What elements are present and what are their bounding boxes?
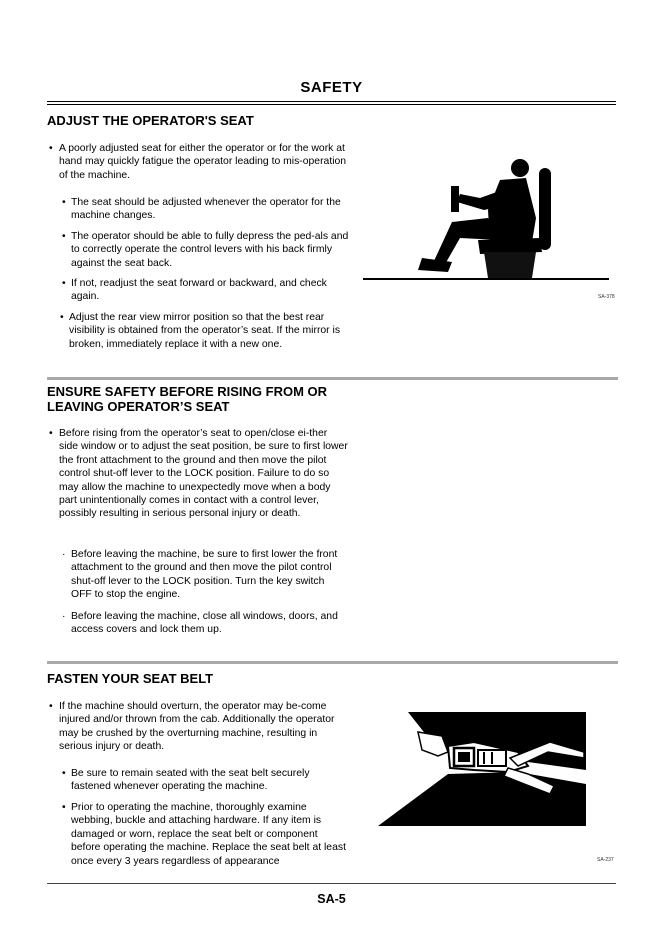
bullet-icon: • [49, 428, 53, 439]
bullet-dot-icon: · [62, 611, 66, 622]
page-header-title: SAFETY [300, 79, 363, 96]
section1-intro: A poorly adjusted seat for either the operator or for the work at hand may quickly fatigue the operator leading to mis-operation of the machine. [59, 143, 347, 181]
section-title-ensure-safety: ENSURE SAFETY BEFORE RISING FROM OR LEAVING OPERATOR’S SEAT [47, 384, 328, 414]
section2-bullet-1: Before leaving the machine, be sure to first lower the front attachment to the ground and then move the pilot control shut-off lever to the LOCK position. Turn the key switch OFF to stop the engine. [71, 549, 338, 601]
bullet-icon: • [62, 278, 66, 289]
page-number: SA-5 [317, 892, 346, 906]
bullet-icon: • [49, 143, 53, 154]
section1-bullet-2: The operator should be able to fully depress the ped-als and to correctly operate the control levers with his back firmly against the seat back. [71, 231, 349, 269]
header-rule [47, 101, 616, 105]
section-divider [47, 661, 618, 664]
section2-bullet-2: Before leaving the machine, close all windows, doors, and access covers and lock them up. [71, 611, 338, 636]
bullet-icon: • [49, 701, 53, 712]
bullet-icon: • [62, 802, 66, 813]
section3-intro: If the machine should overturn, the operator may be-come injured and/or thrown from the cab. Additionally the operator may be crushed by the overturning machine, resulting in serious injury or death. [59, 701, 335, 753]
bullet-icon: • [62, 768, 66, 779]
section3-bullet-1: Be sure to remain seated with the seat belt securely fastened whenever operating the machine. [71, 768, 310, 793]
bullet-icon: • [60, 312, 64, 323]
figure-code-sa237: SA-237 [597, 857, 614, 863]
seat-belt-buckle-illustration [378, 712, 586, 826]
seated-operator-illustration [360, 158, 612, 282]
footer-rule [47, 883, 616, 884]
section3-bullet-2: Prior to operating the machine, thoroughly examine webbing, buckle and attaching hardware. If any item is damaged or worn, replace the seat belt or component before operating the machine. Replace the seat belt at least once every 3 years regardless of appearance [71, 802, 346, 867]
bullet-dot-icon: · [62, 549, 66, 560]
section-divider [47, 377, 618, 380]
bullet-icon: • [62, 197, 66, 208]
section2-intro: Before rising from the operator’s seat to open/close ei-ther side window or to adjust the seat position, be sure to first lower the front attachment to the ground and then move the pilot control shut-off lever to the LOCK position. Failure to do so may allow the machine to unexpectedly move when a body part unintentionally comes in contact with a control lever, possibly resulting in serious personal injury or death. [59, 428, 348, 520]
section1-bullet-3: If not, readjust the seat forward or backward, and check again. [71, 278, 327, 303]
section-title-fasten-belt: FASTEN YOUR SEAT BELT [47, 671, 214, 686]
section1-bullet-4: Adjust the rear view mirror position so that the best rear visibility is obtained from the operator’s seat. If the mirror is broken, immediately replace it with a new one. [69, 312, 341, 350]
section-title-adjust-seat: ADJUST THE OPERATOR'S SEAT [47, 113, 254, 128]
bullet-icon: • [62, 231, 66, 242]
section1-bullet-1: The seat should be adjusted whenever the operator for the machine changes. [71, 197, 341, 222]
figure-code-sa378: SA-378 [598, 294, 615, 300]
